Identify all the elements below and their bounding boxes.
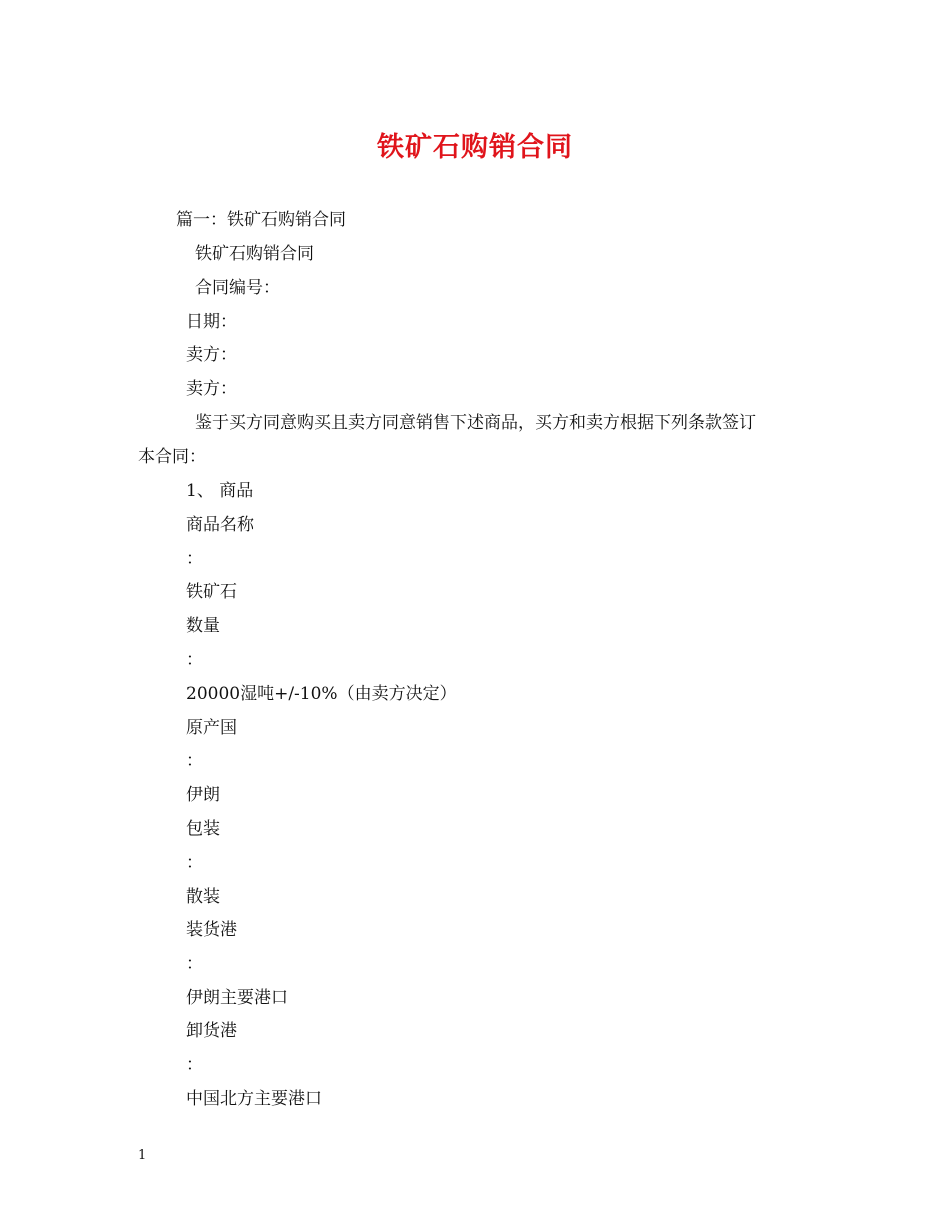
loading-port-label: 装货港	[186, 920, 237, 940]
colon: ：	[186, 650, 203, 670]
goods-name-value: 铁矿石	[186, 582, 237, 602]
date-label: 日期：	[186, 312, 237, 332]
discharge-port-label: 卸货港	[186, 1021, 237, 1041]
loading-port-value: 伊朗主要港口	[186, 988, 288, 1008]
packing-value: 散装	[186, 887, 220, 907]
clause-heading-goods: 1、 商品	[186, 481, 254, 501]
quantity-value: 20000湿吨+/-10%（由卖方决定）	[186, 684, 457, 704]
seller-label-2: 卖方：	[186, 379, 237, 399]
colon: ：	[186, 954, 203, 974]
quantity-label: 数量	[186, 616, 220, 636]
preamble-line-2: 本合同：	[138, 447, 206, 467]
contract-name: 铁矿石购销合同	[195, 244, 314, 264]
seller-label: 卖方：	[186, 345, 237, 365]
origin-value: 伊朗	[186, 785, 220, 805]
colon: ：	[186, 853, 203, 873]
section-heading: 篇一：铁矿石购销合同	[176, 210, 346, 230]
contract-number-label: 合同编号：	[195, 278, 280, 298]
colon: ：	[186, 549, 203, 569]
colon: ：	[186, 1055, 203, 1075]
goods-name-label: 商品名称	[186, 515, 254, 535]
preamble-line-1: 鉴于买方同意购买且卖方同意销售下述商品，买方和卖方根据下列条款签订	[195, 413, 756, 433]
discharge-port-value: 中国北方主要港口	[186, 1089, 322, 1109]
colon: ：	[186, 751, 203, 771]
origin-label: 原产国	[186, 718, 237, 738]
packing-label: 包装	[186, 819, 220, 839]
page-number: 1	[138, 1148, 147, 1163]
document-title: 铁矿石购销合同	[377, 132, 573, 163]
